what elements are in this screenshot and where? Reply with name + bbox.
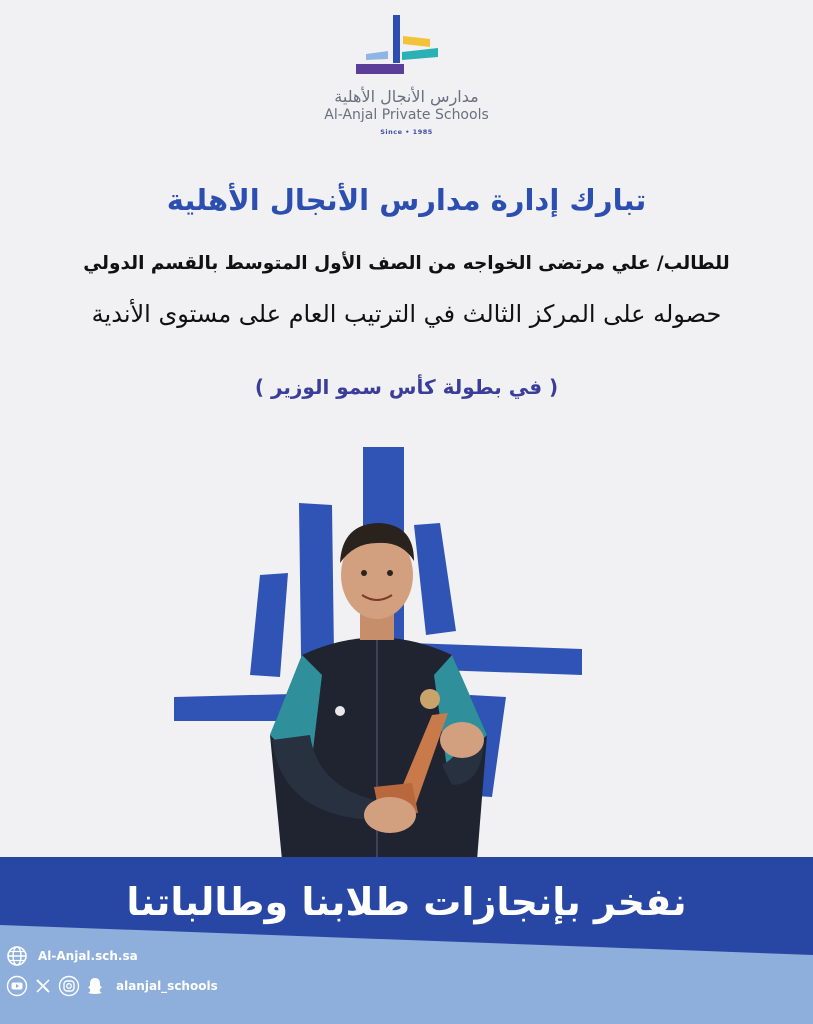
student-line: للطالب/ علي مرتضى الخواجه من الصف الأول المتوسط بالقسم الدولي xyxy=(83,253,730,274)
logo-name-arabic: مدارس الأنجال الأهلية xyxy=(334,87,479,106)
logo-since: Since • 1985 xyxy=(380,128,433,136)
website-link[interactable]: Al-Anjal.sch.sa xyxy=(38,949,138,963)
x-icon[interactable] xyxy=(32,975,54,997)
social-handle[interactable]: alanjal_schools xyxy=(116,979,218,993)
achievement-line: حصوله على المركز الثالث في الترتيب العام على مستوى الأندية xyxy=(91,300,722,328)
logo-name-english: Al-Anjal Private Schools xyxy=(324,107,489,123)
student-photo xyxy=(262,515,494,860)
school-logo xyxy=(352,12,448,78)
event-line: ( في بطولة كأس سمو الوزير ) xyxy=(254,375,559,399)
footer-social xyxy=(6,975,218,997)
youtube-icon[interactable] xyxy=(6,975,28,997)
banner-slogan: نفخر بإنجازات طلابنا وطالباتنا xyxy=(126,880,687,924)
globe-icon xyxy=(6,945,28,967)
snapchat-icon[interactable] xyxy=(84,975,106,997)
footer-website[interactable] xyxy=(6,945,138,967)
instagram-icon[interactable] xyxy=(58,975,80,997)
headline: تبارك إدارة مدارس الأنجال الأهلية xyxy=(166,183,647,217)
